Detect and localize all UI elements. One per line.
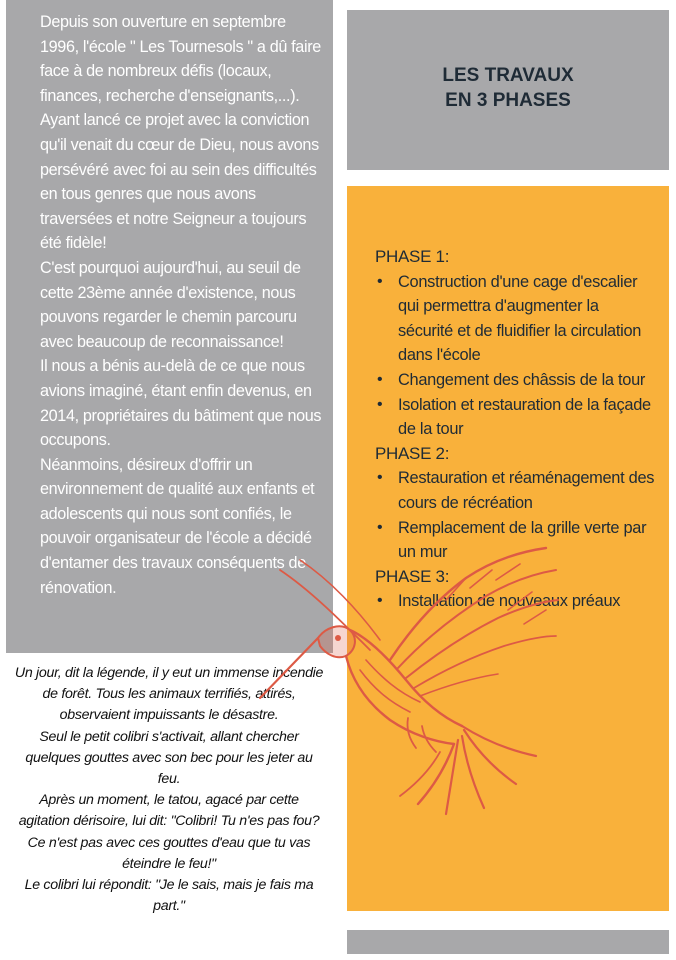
works-header (347, 10, 669, 170)
phase-item (375, 368, 655, 393)
phase-title: PHASE 1: (375, 247, 450, 266)
legend-text (14, 663, 324, 917)
phase-items (375, 589, 655, 614)
phase-3 (375, 565, 655, 614)
bullet-icon: • (377, 518, 383, 536)
legend-paragraph: Le colibri lui répondit: "Je le sais, mais je fais ma part." (24, 877, 314, 915)
works-title (347, 63, 669, 113)
phase-item-text: Construction d'une cage d'escalier qui permettra d'augmenter la sécurité et de fluidifier la circulation dans l'école (398, 272, 642, 365)
phase-title: PHASE 3: (375, 566, 450, 586)
intro-text (40, 10, 328, 600)
bottom-bar (347, 930, 669, 954)
bullet-icon: • (377, 272, 383, 290)
legend-paragraph: Un jour, dit la légende, il y eut un immense incendie de forêt. Tous les animaux terrifiés, attirés, observaient impuissants le désastre. (14, 665, 324, 724)
phase-item-text: Installation de nouveaux préaux (398, 592, 621, 611)
works-title-line: LES TRAVAUX (442, 65, 574, 86)
bullet-icon: • (377, 592, 383, 610)
phase-item-text: Changement des châssis de la tour (398, 370, 646, 389)
phase-item-text: Isolation et restauration de la façade de la tour (398, 395, 651, 439)
intro-paragraph: Il nous a bénis au-delà de ce que nous avions imaginé, étant enfin devenus, en 2014, propriétaires du bâtiment que nous occupons. (40, 357, 322, 450)
bullet-icon: • (377, 469, 383, 487)
phase-1 (375, 245, 655, 442)
phase-item (375, 516, 655, 565)
intro-paragraph: C'est pourquoi aujourd'hui, au seuil de cette 23ème année d'existence, nous pouvons regarder le chemin parcouru avec beaucoup de reconnaissance! (40, 258, 301, 351)
intro-paragraph: Ayant lancé ce projet avec la conviction qu'il venait du cœur de Dieu, nous avons persévéré avec foi au sein des difficultés en tous genres que nous avons traversées et notre Seigneur a toujours été fidèle! (40, 111, 319, 253)
bullet-icon: • (377, 370, 383, 388)
phases-list (375, 245, 655, 614)
works-title-line: EN 3 PHASES (445, 90, 571, 111)
phase-item (375, 466, 655, 515)
phase-item (375, 270, 655, 368)
phase-items (375, 270, 655, 442)
phase-item-text: Restauration et réaménagement des cours de récréation (398, 469, 655, 512)
bullet-icon: • (377, 395, 383, 413)
legend-paragraph: Après un moment, le tatou, agacé par cette agitation dérisoire, lui dit: "Colibri! Tu n'es pas fou? Ce n'est pas avec ces gouttes d'eau que tu vas éteindre le feu!" (18, 792, 320, 872)
phase-title: PHASE 2: (375, 443, 450, 463)
legend-paragraph: Seul le petit colibri s'activait, allant chercher quelques gouttes avec son bec pour les jeter au feu. (25, 728, 313, 788)
intro-paragraph: Néanmoins, désireux d'offrir un environnement de qualité aux enfants et adolescents qui nous sont confiés, le pouvoir organisateur de l'école a décidé d'entamer des travaux conséquents de rénovation. (40, 455, 315, 597)
phase-item (375, 393, 655, 442)
phase-item-text: Remplacement de la grille verte par un mur (398, 518, 647, 562)
phase-items (375, 466, 655, 564)
phase-item (375, 589, 655, 614)
phase-2 (375, 442, 655, 565)
intro-paragraph: Depuis son ouverture en septembre 1996, l'école " Les Tournesols " a dû faire face à de nombreux défis (locaux, finances, recherche d'enseignants,...). (40, 13, 321, 105)
